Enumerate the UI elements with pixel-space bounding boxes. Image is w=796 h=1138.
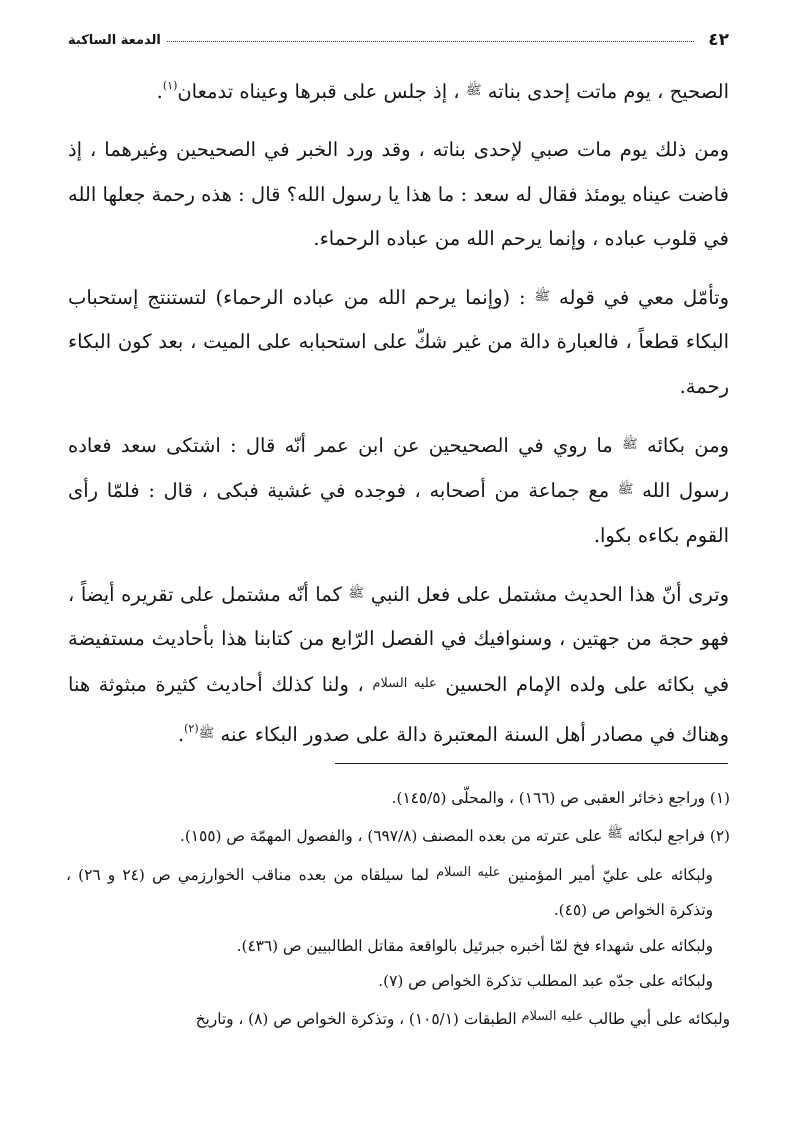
footnotes — [66, 781, 730, 1038]
footnote-ref-1[interactable]: (١) — [162, 79, 178, 92]
text-run: مع جماعة من أصحابه ، فوجده في غشية فبكى ، قال : فلمّا رأى القوم بكاءه بكوا. — [68, 479, 729, 547]
text-run: وتأمّل معي في قوله — [558, 286, 729, 310]
paragraph-3 — [68, 275, 729, 409]
honorific-glyph: ﷺ — [465, 83, 482, 98]
honorific-glyph: عليه السلام — [372, 675, 437, 691]
footnote-separator — [335, 763, 728, 764]
text-run: ولبكائه على أبي طالب — [588, 1010, 730, 1029]
text-run: . — [177, 722, 185, 746]
text-run: ، إذ جلس على قبرها وعيناه تدمعان — [177, 80, 460, 103]
header-dotted-rule — [167, 41, 694, 42]
paragraph-2 — [68, 128, 729, 261]
footnote-2-line-2 — [66, 855, 730, 929]
text-run: (٢) فراجع لبكائه — [627, 827, 730, 846]
footnote-2-line-5 — [66, 999, 730, 1037]
honorific-glyph: ﷺ — [607, 826, 623, 842]
paragraph-5 — [68, 572, 729, 757]
honorific-glyph: ﷺ — [622, 437, 638, 453]
main-text — [68, 64, 729, 771]
text-run: ومن ذلك يوم مات صبي لإحدى بناته ، وقد ورد الخبر في الصحيحين وغيرهما ، إذ فاضت عيناه يومئذ فقال له سعد : ما هذا يا رسول الله؟ قال : هذه رحمة جعلها الله في قلوب عباده ، وإنما يرحم الله من عباده الرحماء. — [68, 138, 729, 250]
footnote-1: (١) وراجع ذخائر العقبى ص (١٦٦) ، والمحلّى (١٤٥/٥). — [391, 789, 730, 807]
running-title: الدمعة الساكبة — [68, 32, 161, 48]
honorific-glyph: عليه السلام — [521, 1009, 584, 1025]
page-number: ٤٢ — [708, 30, 729, 50]
paragraph-1 — [68, 64, 729, 114]
footnote-2-line-3: ولبكائه على شهداء فخ لمّا أخبره جبرئيل بالواقعة مقاتل الطالبيين ص (٤٣٦). — [236, 936, 713, 955]
page-header — [68, 27, 729, 53]
text-run: على عترته من بعده المصنف (٦٩٧/٨) ، والفصول المهمّة ص (١٥٥). — [179, 827, 603, 846]
text-run: الصحيح ، يوم ماتت إحدى بناته — [487, 80, 729, 103]
text-run: ولبكائه على عليّ أمير المؤمنين — [507, 865, 713, 884]
text-run: الطبقات (١٠٥/١) ، وتذكرة الخواص ص (٨) ، وتاريخ — [195, 1010, 517, 1029]
text-run: وترى أنّ هذا الحديث مشتمل على فعل النبي — [370, 582, 729, 606]
paragraph-4 — [68, 423, 729, 558]
text-run: . — [156, 80, 163, 103]
text-run: كما أنّه مشتمل على تقريره أيضاً ، فهو حجة من جهتين ، وسنوافيك في الفصل الرّابع من كتابنا هذا بأحاديث مستفيضة في بكائه على ولده الإمام الحسين — [68, 582, 730, 696]
footnote-2-line-4: ولبكائه على جدّه عبد المطلب تذكرة الخواص ص (٧). — [378, 972, 713, 991]
honorific-glyph: عليه السلام — [436, 864, 501, 880]
honorific-glyph: ﷺ — [348, 585, 365, 601]
footnote-ref-2[interactable]: (٢) — [184, 721, 199, 735]
text-run: ما روي في الصحيحين عن ابن عمر أنّه قال : اشتكى سعد فعاده رسول الله — [68, 434, 730, 503]
honorific-glyph: ﷺ — [534, 289, 551, 305]
text-run: ومن بكائه — [647, 434, 729, 458]
text-run: : (وإنما يرحم الله من عباده الرحماء) لتستنتج إستحباب البكاء قطعاً ، فالعبارة دالة من غير شكّ على استحبابه على الميت ، بعد كون البكاء رحمة. — [68, 286, 729, 398]
footnote-2 — [66, 816, 730, 854]
honorific-glyph: ﷺ — [617, 482, 634, 498]
text-run: لما سيلقاه من بعده مناقب الخوارزمي ص (٢٤ و ٢٦) ، وتذكرة الخواص ص (٤٥). — [66, 865, 713, 920]
honorific-glyph: ﷺ — [198, 725, 215, 741]
text-run: ، ولنا كذلك أحاديث كثيرة مبثوثة هنا وهناك في مصادر أهل السنة المعتبرة دالة على صدور البكاء عنه — [68, 672, 729, 746]
